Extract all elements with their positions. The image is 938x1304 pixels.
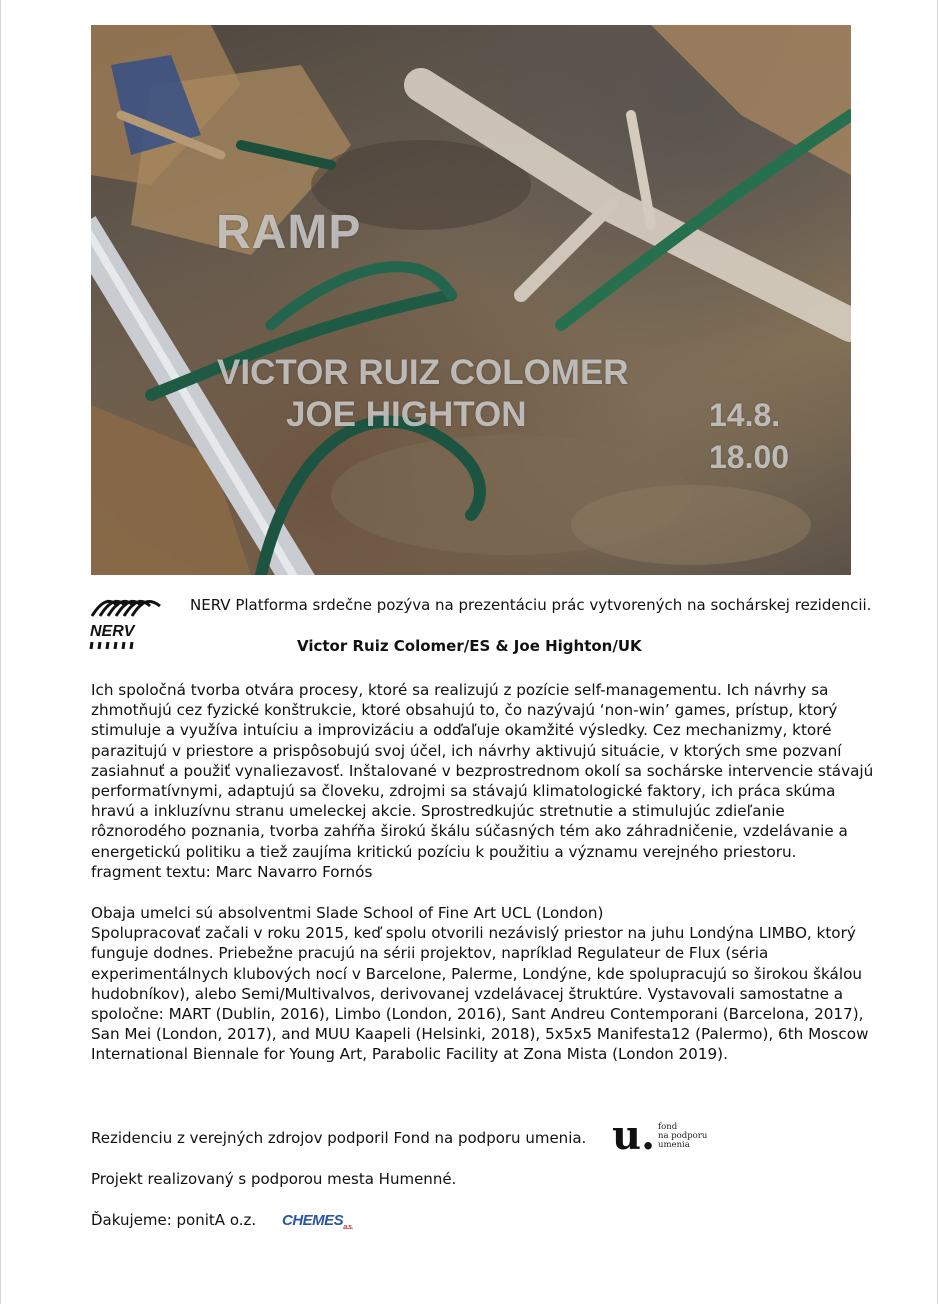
artists-heading: Victor Ruiz Colomer/ES & Joe Highton/UK — [297, 637, 642, 655]
bio-paragraph — [91, 903, 869, 1065]
paragraph-line: zasiahnuť a použiť vynaliezavosť. Inštalované v bezprostrednom okolí sa sochárske intervencie stávajú — [91, 761, 874, 780]
fond-logo-line: na podporu — [658, 1131, 708, 1141]
paragraph-line: experimentálnych klubových nocí v Barcelone, Palerme, Londýne, kde spolupracujú so širokou škálou — [91, 964, 862, 983]
paragraph-line: hravú a inkluzívnu stranu umeleckej akcie. Sprostredkujúc stretnutie a stimulujúc zdieľanie — [91, 802, 785, 821]
paragraph-line: funguje dodnes. Priebežne pracujú na sérii projektov, napríklad Regulateur de Flux (séria — [91, 944, 769, 963]
page-edge-left — [0, 0, 1, 1304]
paragraph-line: hudobníkov), alebo Semi/Multivalvos, derivovanej vzdelávacej štruktúre. Vystavovali samostatne a — [91, 984, 844, 1003]
support-text: Rezidenciu z verejných zdrojov podporil Fond na podporu umenia. — [91, 1129, 587, 1147]
invitation-text: NERV Platforma srdečne pozýva na prezentáciu prác vytvorených na sochárskej rezidencii. — [190, 596, 872, 614]
poster-date: 14.8. — [709, 397, 781, 433]
fond-logo-line: fond — [658, 1122, 678, 1132]
chemes-logo-text: CHEMES — [282, 1212, 344, 1229]
paragraph-line: Obaja umelci sú absolventmi Slade School of Fine Art UCL (London) — [91, 904, 604, 922]
poster-artist-1: VICTOR RUIZ COLOMER — [217, 353, 629, 392]
paragraph-line: rôznorodého poznania, tvorba zahŕňa širokú škálu súčasných tém ako záhradničenie, vzdelávanie a — [91, 822, 848, 841]
nerv-logo-text: NERV — [90, 623, 135, 640]
paragraph-line: International Biennale for Young Art, Parabolic Facility at Zona Mista (London 2019). — [91, 1045, 728, 1064]
paragraph-line: stimuluje a využíva intuíciu a improvizáciu a odďaľuje okamžité výsledky. Cez mechanizmy, ktoré — [91, 721, 832, 740]
paragraph-line: Spolupracovať začali v roku 2015, keď spolu otvorili nezávislý priestor na juhu Londýna LIMBO, ktorý — [91, 924, 856, 943]
paragraph-line: spoločne: MART (Dublin, 2016), Limbo (London, 2016), Sant Andreu Contemporani (Barcelona, 2017), — [91, 1005, 864, 1024]
fond-logo-line: umenia — [658, 1140, 690, 1150]
paragraph-line: performatívnymi, adaptujú sa človeku, zdrojmi sa stávajú klimatologické faktory, ich práca skúma — [91, 782, 836, 801]
fond-na-podporu-umenia-logo — [612, 1112, 722, 1159]
chemes-logo — [282, 1212, 353, 1231]
paragraph-line: fragment textu: Marc Navarro Fornós — [91, 862, 373, 881]
poster-time: 18.00 — [709, 439, 790, 475]
paragraph-line: San Mei (London, 2017), and MUU Kaapeli (Helsinki, 2018), 5x5x5 Manifesta12 (Palermo), 6th Moscow — [91, 1025, 869, 1044]
nerv-logo — [88, 592, 168, 650]
paragraph-line: parazitujú v priestore a prispôsobujú svoj účel, ich návrhy aktivujú situácie, v ktorých sme pozvaní — [91, 741, 842, 760]
paragraph-line: energetickú politiku a tiež zaujíma kritickú pozíciu k použitiu a významu verejného priestoru. — [91, 842, 797, 861]
photo-scene-illustration — [91, 25, 851, 575]
paragraph-line: Ich spoločná tvorba otvára procesy, ktoré sa realizujú z pozície self-managementu. Ich návrhy sa — [91, 681, 829, 699]
fond-logo-mark: u. — [612, 1112, 656, 1159]
description-paragraph — [91, 680, 874, 882]
chemes-logo-suffix: a.s. — [343, 1224, 353, 1231]
paragraph-line: zhmotňujú cez fyzické konštrukcie, ktoré obsahujú to, čo nazývajú ‘non-win’ games, prístup, ktorý — [91, 701, 838, 720]
city-support-text: Projekt realizovaný s podporou mesta Humenné. — [91, 1170, 457, 1188]
poster-photo — [91, 25, 851, 575]
poster-artist-2: JOE HIGHTON — [286, 395, 527, 434]
fond-logo-wordmark — [658, 1123, 707, 1150]
poster-title: RAMP — [216, 206, 362, 259]
thanks-text: Ďakujeme: ponitA o.z. — [91, 1211, 257, 1229]
